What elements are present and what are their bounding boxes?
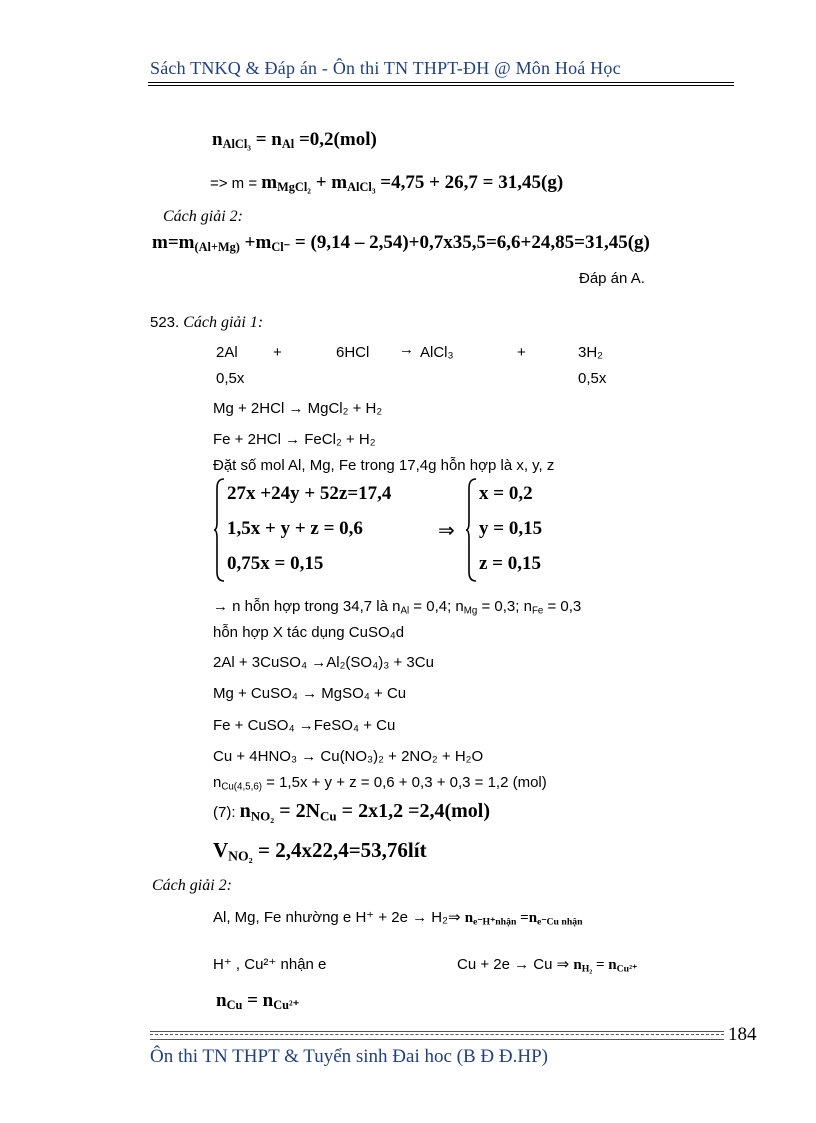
electron-give: Al, Mg, Fe nhường e H⁺ + 2e → H₂⇒ $n_{e^-H^+nhận} =n_{e^-Cu nhận}$ bbox=[213, 909, 583, 928]
step-7: (7): $n_{NO_2} = 2N_{Cu} = 2x1,2 =2,4(mol)$ bbox=[213, 800, 491, 824]
solution-z: z = 0,15 bbox=[479, 553, 542, 574]
mol-cu: $n_{Cu(4,5,6)} = 1,5x + y + z = 0,6 + 0,3 + 0,3 = 1,2$ (mol) bbox=[213, 774, 547, 793]
footer-rule bbox=[150, 1031, 724, 1040]
system-brace-right bbox=[465, 478, 477, 582]
r1-alcl3: AlCl₃ bbox=[420, 344, 454, 361]
system-brace-left bbox=[213, 478, 225, 582]
eq-n-alcl3: $n_{AlCl_3} = n_{Al} =0,2(mol)$ bbox=[212, 129, 377, 152]
implies-symbol: ⇒ bbox=[438, 520, 455, 542]
cu-reduction: Cu + 2e → Cu ⇒ $n_{H_2} = n_{Cu^{2+}}$ bbox=[457, 956, 638, 975]
reaction-fe-cuso4: Fe + CuSO₄ →FeSO₄ + Cu bbox=[213, 717, 396, 734]
system-eq-3: 0,75x = 0,15 bbox=[227, 553, 324, 574]
eq-mass: => $m = m_{MgCl_2} + m_{AlCl_3} =4,75 + 26,7 = 31,45(g)$ bbox=[210, 172, 564, 195]
page-header: Sách TNKQ & Đáp án - Ôn thi TN THPT-ĐH @ Môn Hoá Học bbox=[150, 58, 621, 78]
r1-al: 2Al bbox=[216, 344, 238, 361]
answer-label: Đáp án A. bbox=[579, 270, 645, 287]
r1-h2: 3H₂ bbox=[578, 344, 603, 361]
mixture-x-cuso4: hỗn hợp X tác dụng CuSO₄d bbox=[213, 624, 405, 641]
reaction-mg-cuso4: Mg + CuSO₄ → MgSO₄ + Cu bbox=[213, 685, 407, 702]
n-cu-equal: $n_{Cu} = n_{Cu^{2+}}$ bbox=[216, 990, 300, 1013]
r1-arrow: → bbox=[399, 341, 414, 358]
header-rule bbox=[148, 82, 734, 83]
reaction-al-cuso4: 2Al + 3CuSO₄ →Al₂(SO₄)₃ + 3Cu bbox=[213, 654, 434, 671]
r1-mol-al: 0,5x bbox=[216, 370, 245, 387]
system-eq-2: 1,5x + y + z = 0,6 bbox=[227, 518, 363, 539]
method-2-heading-b: Cách giải 2: bbox=[152, 877, 232, 894]
reaction-fe-hcl: Fe + 2HCl → FeCl₂ + H₂ bbox=[213, 431, 376, 448]
eq-total-mass: $m=m_{(Al+Mg)} +m_{Cl^-} = (9,14 - 2,54)+0,7x35,5=6,6+24,85=31,45(g)$ bbox=[152, 232, 650, 255]
page-number: 184 bbox=[728, 1024, 757, 1045]
volume-no2: $V_{NO_2}$ = 2,4x22,4=53,76lít bbox=[213, 838, 427, 864]
method-2-heading: Cách giải 2: bbox=[163, 208, 243, 225]
r1-plus: + bbox=[273, 344, 282, 361]
r1-plus-2: + bbox=[517, 344, 526, 361]
reaction-mg-hcl: Mg + 2HCl → MgCl₂ + H₂ bbox=[213, 400, 383, 417]
electron-receive: H⁺ , Cu²⁺ nhận e bbox=[213, 956, 327, 973]
reaction-cu-hno3: Cu + 4HNO₃ → Cu(NO₃)₂ + 2NO₂ + H₂O bbox=[213, 748, 484, 765]
r1-mol-h2: 0,5x bbox=[578, 370, 607, 387]
question-523: 523. Cách giải 1: bbox=[150, 314, 264, 331]
system-eq-1: 27x +24y + 52z=17,4 bbox=[227, 483, 392, 504]
header-rule-2 bbox=[148, 85, 734, 86]
setup-variables: Đặt số mol Al, Mg, Fe trong 17,4g hỗn hợp là x, y, z bbox=[213, 457, 555, 474]
solution-y: y = 0,15 bbox=[479, 518, 543, 539]
solution-x: x = 0,2 bbox=[479, 483, 533, 504]
footer-text: Ôn thi TN THPT & Tuyển sinh Đai hoc (B Đ Đ.HP) bbox=[150, 1046, 548, 1067]
mol-in-34-7: → n hỗn hợp trong 34,7 là $n_{Al} = 0,4$; $n_{Mg} = 0,3$; $n_{Fe} = 0,3$ bbox=[213, 598, 582, 617]
r1-hcl: 6HCl bbox=[336, 344, 370, 361]
